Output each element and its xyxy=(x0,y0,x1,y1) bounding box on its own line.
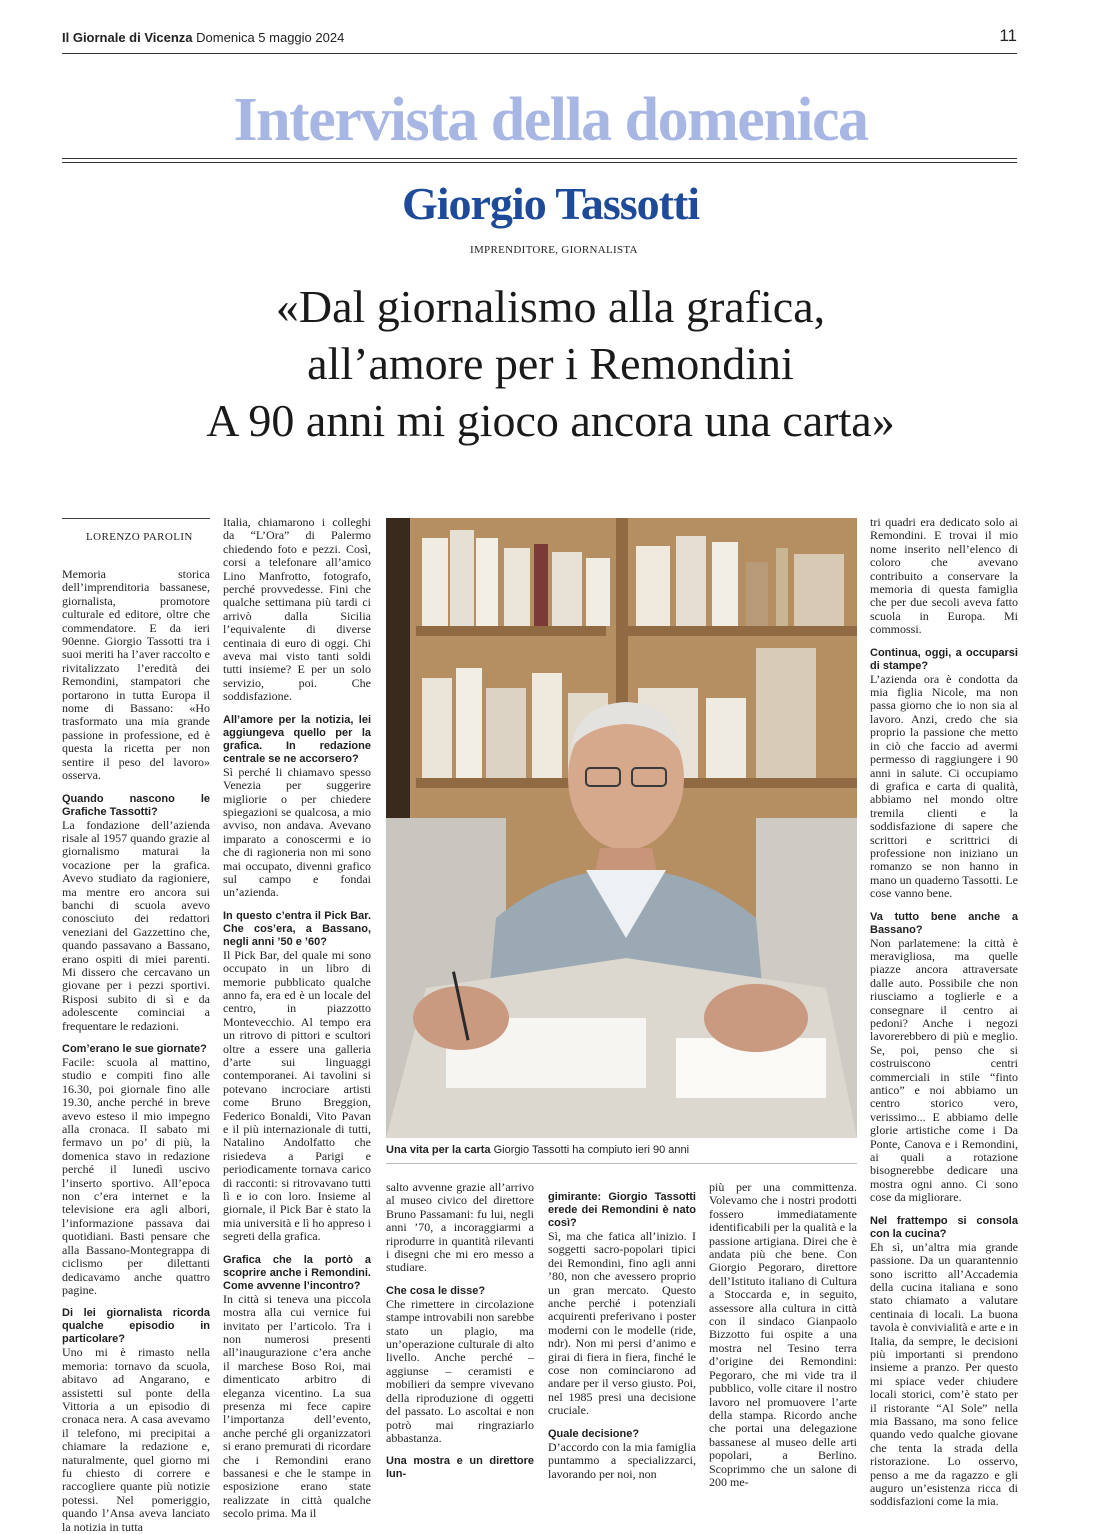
caption-text: Giorgio Tassotti ha compiuto ieri 90 anni xyxy=(493,1144,690,1156)
body-paragraph: salto avvenne grazie all’arrivo al museo civico del direttore Bruno Passamani: fu lui, negli anni ’70, a incoraggiarmi a riprodurre in quantità rilevanti i disegni che mi ero messo a studiare. xyxy=(386,1180,534,1275)
caption-label: Una vita per la carta xyxy=(386,1144,491,1156)
portrait-photo xyxy=(386,518,857,1138)
photo-illustration xyxy=(386,518,857,1138)
interview-question: Grafica che la portò a scoprire anche i Remondini. Come avvenne l’incontro? xyxy=(223,1253,371,1292)
article-column-2 xyxy=(223,515,371,1521)
byline: LORENZO PAROLIN xyxy=(86,531,193,543)
body-paragraph: Uno mi è rimasto nella memoria: tornavo da scuola, abitavo ad Angarano, e assistetti sul ponte della Vittoria a un episodio di cronaca nera. A casa avevamo il telefono, mi precipitai a chiamare la redazione e, naturalmente, quel giorno mi fu chiesto di correre e raccogliere quante più notizie potessi. Nel pomeriggio, quando l’Ansa aveva lanciato la notizia in tutta xyxy=(62,1345,210,1534)
section-rule-top xyxy=(62,158,1017,159)
body-paragraph: Sì perché li chiamavo spesso Venezia per suggerire migliorie o per chiedere spiegazioni se qualcosa, a mio avviso, non andava. Avevano imparato a conoscermi e io che di ragioneria non mi sono mai occupato, divenni grafico sul campo e fondai un’azienda. xyxy=(223,764,371,900)
body-paragraph: Italia, chiamarono i colleghi da “L’Ora” di Palermo chiedendo foto e pezzi. Così, corsi a telefonare all’amico Lino Manfrotto, fotografo, perché provvedesse. Fini che qualche settimana più tardi ci arrivò dalla Sicilia l’equivalente di diverse centinaia di euro di oggi. Chi aveva mai visto tanti soldi tutti insieme? E per un solo servizio, poi. Che soddisfazione. xyxy=(223,515,371,704)
header-rule xyxy=(62,53,1017,54)
headline-line: A 90 anni mi gioco ancora una carta» xyxy=(206,395,895,446)
interview-question: In questo c’entra il Pick Bar. Che cos’era, a Bassano, negli anni ’50 e ’60? xyxy=(223,909,371,948)
interview-question: Va tutto bene anche a Bassano? xyxy=(870,910,1018,936)
body-paragraph: tri quadri era dedicato solo ai Remondini. E trovai il mio nome inserito nell’elenco di coloro che avevano contribuito a conservare la memoria di questa famiglia che per due secoli aveva fatto scuola in Europa. Mi commossi. xyxy=(870,515,1018,637)
headline xyxy=(0,278,1101,449)
interview-question: Quando nascono le Grafiche Tassotti? xyxy=(62,792,210,818)
byline-rule xyxy=(62,518,210,519)
article-column-3 xyxy=(386,1180,534,1481)
interview-question: Com’erano le sue giornate? xyxy=(62,1043,207,1055)
headline-line: all’amore per i Remondini xyxy=(307,338,794,389)
headline-line: «Dal giornalismo alla grafica, xyxy=(275,281,826,332)
page-number: 11 xyxy=(999,26,1017,45)
publication-name: Il Giornale di Vicenza xyxy=(62,30,193,45)
article-column-4 xyxy=(548,1181,696,1481)
body-paragraph: D’accordo con la mia famiglia puntammo a specializzarci, lavorando per noi, non xyxy=(548,1439,696,1481)
interview-question: Una mostra e un direttore lun- xyxy=(386,1455,534,1481)
interview-question: Che cosa le disse? xyxy=(386,1284,486,1297)
article-column-5 xyxy=(709,1180,857,1489)
section-rule-bottom xyxy=(62,162,1017,163)
article-column-1 xyxy=(62,567,210,1534)
body-paragraph: L’azienda ora è condotta da mia figlia Nicole, ma non passa giorno che io non sia al lavoro. Anzi, credo che sia proprio la passione che metto in ciò che faccio ad avermi permesso di raggiungere i 90 anni in salute. Ci occupiamo di grafica e carta di qualità, abbiamo nel mondo oltre tremila clienti e la soddisfazione di sapere che scrittori e scrittrici di professione non iniziano un romanzo se non hanno in mano un quaderno Tassotti. Le cose vanno bene. xyxy=(870,671,1018,901)
body-paragraph: Che rimettere in circolazione stampe introvabili non sarebbe stato un plagio, ma un’operazione culturale di alto livello. Anche perché – aggiunse – ceramisti e mobilieri da sempre vivevano della riproduzione di oggetti del passato. Lo ascoltai e non potrò mai ringraziarlo abbastanza. xyxy=(386,1296,534,1445)
issue-date: Domenica 5 maggio 2024 xyxy=(196,30,345,45)
body-paragraph: La fondazione dell’azienda risale al 1957 quando grazie al giornalismo maturai la vocazione per la grafica. Avevo studiato da ragioniere, ma mentre ero ancora sui banchi di scuola avevo conosciuto dei redattori veneziani del Gazzettino che, quando passavano a Bassano, erano ospiti di miei parenti. Mi dissero che cercavano un giovane per i pezzi sportivi. Risposi subito di sì e da adolescente cominciai a frequentare le redazioni. xyxy=(62,817,210,1033)
caption-rule xyxy=(386,1163,857,1164)
photo-caption xyxy=(386,1144,857,1156)
body-paragraph: più per una committenza. Volevamo che i nostri prodotti fossero immediatamente identificabili per la qualità e la passione artigiana. Direi che è andata più che bene. Con Giorgio Pegoraro, direttore dell’Istituto italiano di Cultura a Stoccarda e, in seguito, assessore alla cultura in città con il sindaco Gianpaolo Bizzotto fui ospite a una mostra nel Tesino terra d’origine dei Remondini: Pegoraro, che mi vide tra il pubblico, volle citare il nostro lavoro nel promuovere l’arte della stampa. Ricordo anche che portai una delegazione bassanese al museo delle arti popolari, a Berlino. Scoprimmo che un salone di 200 me- xyxy=(709,1180,857,1489)
interview-question: gimirante: Giorgio Tassotti erede dei Remondini è nato così? xyxy=(548,1191,696,1229)
interview-question: All’amore per la notizia, lei aggiungeva quello per la grafica. In redazione centrale se ne accorsero? xyxy=(223,713,371,765)
section-title: Intervista della domenica xyxy=(233,86,868,154)
interview-question: Quale decisione? xyxy=(548,1427,640,1440)
page-header xyxy=(62,30,344,45)
body-paragraph: Memoria storica dell’imprenditoria bassanese, giornalista, promotore culturale ed editore, oltre che commendatore. E da ieri 90enne. Giorgio Tassotti tra i suoi meriti ha l’aver raccolto e rivitalizzato l’eredità dei Remondini, stampatori che portarono in tutta Europa il nome di Bassano: «Ho trasformato una mia grande passione in professione, ed è questa la ricetta per non sentire il peso del lavoro» osserva. xyxy=(62,567,210,783)
interviewee-role: IMPRENDITORE, GIORNALISTA xyxy=(470,244,638,256)
body-paragraph: Facile: scuola al mattino, studio e compiti fino alle 16.30, poi giornale fino alle 19.30, anche perché in breve avevo esteso il mio impegno alla cronaca. Il sabato mi fermavo un po’ di più, la domenica stavo in redazione perché il lunedì uscivo l’inserto sportivo. All’epoca non c’era internet e la televisione era agli albori, l’informazione passava dai quotidiani. Basti pensare che alla Bassano-Montegrappa di ciclismo per dilettanti dedicavamo anche quattro pagine. xyxy=(62,1055,210,1297)
article-column-6 xyxy=(870,515,1018,1509)
body-paragraph: In città si teneva una piccola mostra alla cui vernice fui invitato per l’articolo. Tra i non numerosi presenti all’inaugurazione c’era anche il marchese Boso Roi, mai dimenticato arbitro di eleganza vicentino. La sua presenza mi fece capire l’importanza dell’evento, anche perché gli organizzatori si erano premurati di ricordare che i Remondini erano bassanesi e che le stampe in esposizione erano state realizzate in città qualche secolo prima. Ma il xyxy=(223,1291,371,1521)
body-paragraph: Non parlatemene: la città è meravigliosa, ma quelle piazze ancora attraversate dalle auto. Possibile che non riusciamo a toglierle e a consegnare il centro ai pedoni? Anche i negozi lavorerebbero di più e meglio. Se, poi, penso che si costruiscono centri commerciali in stile “finto antico” e noi abbiamo un centro storico vero, verissimo... E abbiamo delle glorie artistiche come i Da Ponte, Canova e i Remondini, ai quali a rotazione bisognerebbe dedicare una mostra ogni anno. Ci sono cose da migliorare. xyxy=(870,935,1018,1205)
interview-question: Continua, oggi, a occuparsi di stampe? xyxy=(870,646,1018,672)
interview-question: Nel frattempo si consola con la cucina? xyxy=(870,1214,1018,1240)
body-paragraph: Eh sì, un’altra mia grande passione. Da un quarantennio sono iscritto all’Accademia della cucina italiana e sono stato chiamato a valutare centinaia di locali. La buona tavola è convivialità e arte e in Italia, da sempre, le decisioni più importanti si prendono insieme a pranzo. Per questo mi spiace veder chiudere locali storici, com’è stato per il ristorante “Al Sole” nella mia Bassano, ma sono felice quando vedo qualche giovane che tenta la strada della ristorazione. Lo osservo, penso a me da ragazzo e gli auguro un’esistenza ricca di soddisfazioni come la mia. xyxy=(870,1239,1018,1509)
body-paragraph: Il Pick Bar, del quale mi sono occupato in un libro di memorie pubblicato qualche anno fa, era ed è un locale del centro, in piazzotto Montevecchio. Al tempo era un ritrovo di pittori e scultori oltre a essere una galleria d’arte sui linguaggi contemporanei. Ai tavolini si potevano incrociare artisti come Bruno Breggion, Federico Bonaldi, Vito Pavan e il più internazionale di tutti, Natalino Andolfatto che risiedeva a Parigi e periodicamente tornava carico di racconti: si ritrovavano tutti lì e io con loro. Insieme al giornale, il Pick Bar è stato la mia università e lì ho appreso i segreti della grafica. xyxy=(223,947,371,1244)
interview-question: Di lei giornalista ricorda qualche episodio in particolare? xyxy=(62,1307,210,1346)
body-paragraph: Sì, ma che fatica all’inizio. I soggetti sacro-popolari tipici dei Remondini, fino agli anni ’80, non che avessero proprio un gran mercato. Questo anche perché i potenziali acquirenti preferivano i poster moderni con le modelle (ride, ndr). Non mi persi d’animo e girai di fiera in fiera, finché le cose non cominciarono ad andare per il verso giusto. Poi, nel 1985 presi una decisione cruciale. xyxy=(548,1229,696,1418)
interviewee-name: Giorgio Tassotti xyxy=(401,178,700,229)
